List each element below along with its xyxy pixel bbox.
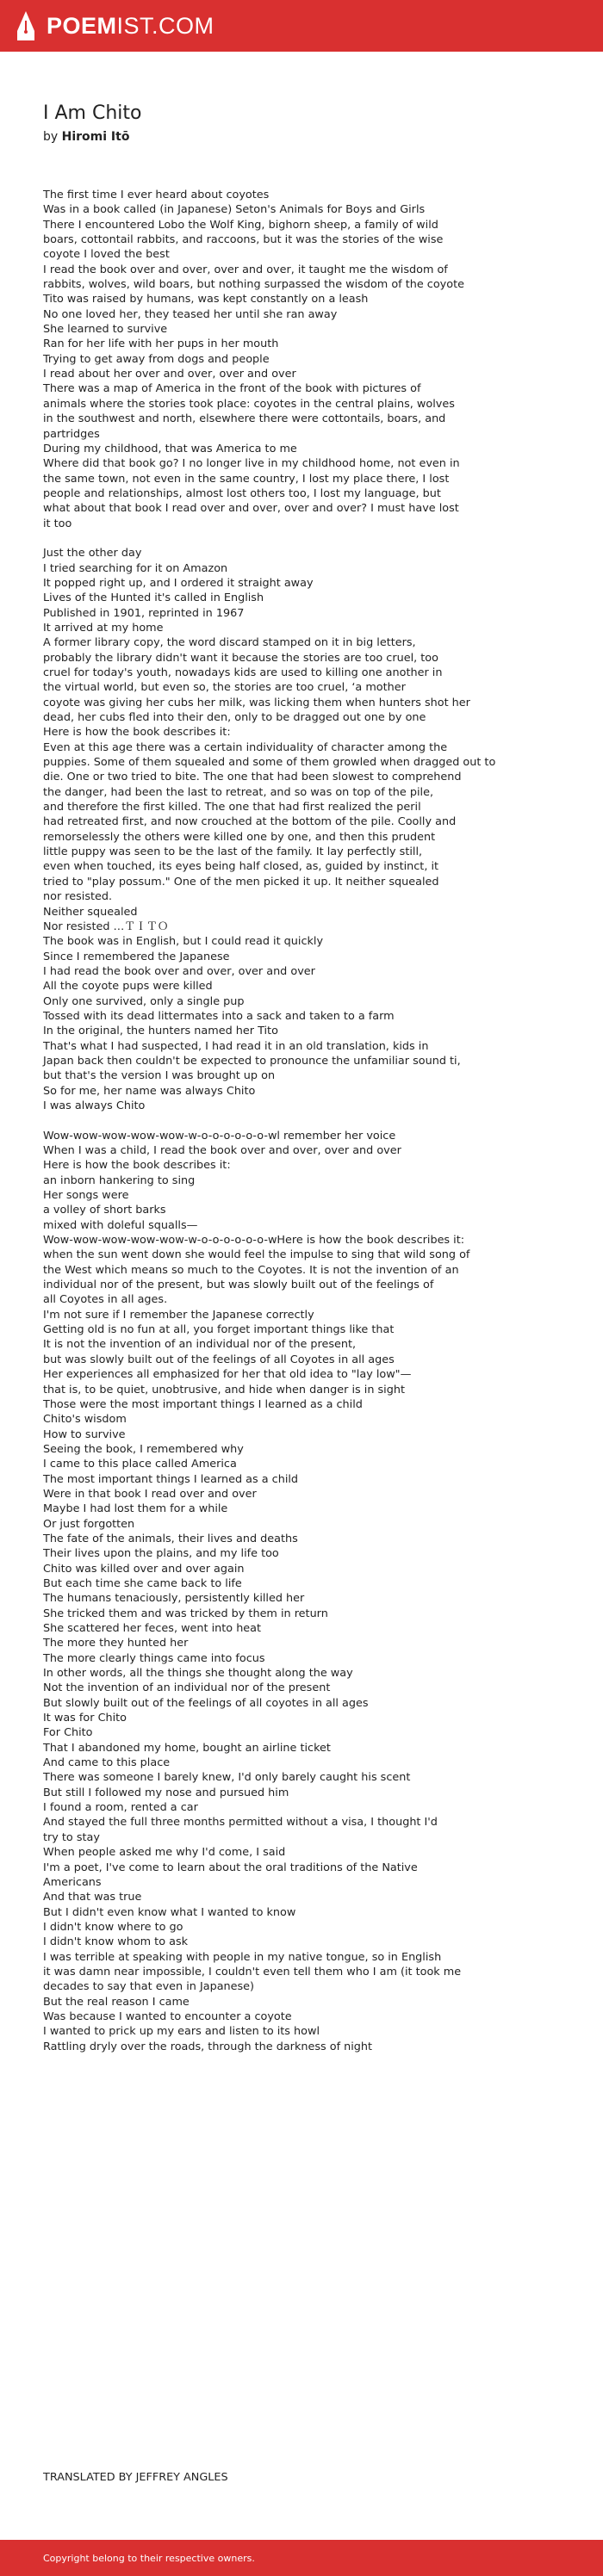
poem-line: She tricked them and was tricked by them in return [43, 1607, 328, 1620]
poem-line: The fate of the animals, their lives and deaths [43, 1532, 298, 1545]
poem-line: The more clearly things came into focus [43, 1651, 265, 1665]
poem-line: Chito was killed over and over again [43, 1562, 245, 1576]
poem-line: die. One or two tried to bite. The one that had been slowest to comprehend [43, 771, 462, 784]
poem-line: The humans tenaciously, persistently killed her [43, 1592, 305, 1606]
poem-line: little puppy was seen to be the last of the family. It lay perfectly still, [43, 845, 423, 859]
poem-line: puppies. Some of them squealed and some of them growled when dragged out to [43, 756, 496, 770]
poem-line: I was always Chito [43, 1099, 146, 1112]
poem-line: nor resisted. [43, 890, 113, 904]
poem-line: Lives of the Hunted it's called in English [43, 591, 264, 605]
poem-line: Not the invention of an individual nor of the present [43, 1681, 331, 1695]
poem-line: Wow-wow-wow-wow-wow-w-o-o-o-o-o-o-wHere is how the book describes it: [43, 1234, 465, 1248]
poem-line: And stayed the full three months permitted without a visa, I thought I'd [43, 1816, 438, 1830]
poem-line: It is not the invention of an individual nor of the present, [43, 1338, 357, 1352]
poem-line: And that was true [43, 1891, 142, 1904]
poem-line: and therefore the first killed. The one that had first realized the peril [43, 801, 421, 814]
poem-line: I didn't know where to go [43, 1920, 183, 1934]
poem-line: even when touched, its eyes being half closed, as, guided by instinct, it [43, 860, 439, 874]
poem-line: It popped right up, and I ordered it straight away [43, 576, 314, 590]
poem-line: That's what I had suspected, I had read it in an old translation, kids in [43, 1039, 429, 1053]
poem-line: I wanted to prick up my ears and listen to its howl [43, 2025, 320, 2039]
poem-line: tried to "play possum." One of the men picked it up. It neither squealed [43, 875, 439, 889]
poem-line: It arrived at my home [43, 621, 164, 635]
poem-line: That I abandoned my home, bought an airline ticket [43, 1741, 331, 1755]
poem-line: During my childhood, that was America to me [43, 442, 297, 455]
poem-line: Wow-wow-wow-wow-wow-w-o-o-o-o-o-o-wl remember her voice [43, 1129, 396, 1142]
poem-line: Nor resisted …ＴＩＴＯ [43, 920, 169, 933]
poem-line: probably the library didn't want it because the stories are too cruel, too [43, 651, 438, 665]
poem-line: I'm not sure if I remember the Japanese correctly [43, 1308, 314, 1322]
poem-line: an inborn hankering to sing [43, 1173, 196, 1187]
poem-line: Published in 1901, reprinted in 1967 [43, 606, 245, 620]
poem-line: the danger, had been the last to retreat, and so was on top of the pile, [43, 785, 434, 799]
poem-line: Was in a book called (in Japanese) Seton's Animals for Boys and Girls [43, 203, 426, 217]
poem-line: Tito was raised by humans, was kept constantly on a leash [43, 293, 369, 307]
poem-line: when the sun went down she would feel the impulse to sing that wild song of [43, 1248, 470, 1262]
poem-line: Trying to get away from dogs and people [43, 352, 270, 366]
poem-line: There was someone I barely knew, I'd only barely caught his scent [43, 1771, 411, 1785]
poem-line: Since I remembered the Japanese [43, 950, 230, 963]
poem-line: The more they hunted her [43, 1637, 189, 1650]
poem-line: I had read the book over and over, over and over [43, 964, 315, 978]
site-logo-link[interactable] [47, 13, 214, 40]
poem-line: When people asked me why I'd come, I said [43, 1846, 286, 1860]
poem-line: the virtual world, but even so, the stories are too cruel, ‘a mother [43, 681, 406, 695]
poem-line: people and relationships, almost lost others too, I lost my language, but [43, 486, 441, 500]
poem-line: boars, cottontail rabbits, and raccoons, but it was the stories of the wise [43, 233, 444, 247]
poem-line: The first time I ever heard about coyotes [43, 189, 270, 201]
poem-line: decades to say that even in Japanese) [43, 1980, 255, 1994]
logo-bold-text: POEM [47, 12, 117, 39]
poem-line: Those were the most important things I learned as a child [43, 1397, 363, 1411]
poem-line: Just the other day [43, 547, 142, 560]
poem-line: When I was a child, I read the book over and over, over and over [43, 1144, 401, 1157]
poem-line: She learned to survive [43, 323, 168, 337]
poem-line: Rattling dryly over the roads, through the darkness of night [43, 2040, 373, 2053]
stanza-break [43, 1113, 560, 1128]
poem-line: I was terrible at speaking with people in my native tongue, so in English [43, 1950, 442, 1964]
poem-line: individual nor of the present, but was slowly built out of the feelings of [43, 1279, 434, 1292]
site-header [0, 0, 603, 52]
poem-line: Seeing the book, I remembered why [43, 1442, 244, 1456]
poem-line: I'm a poet, I've come to learn about the oral traditions of the Native [43, 1861, 418, 1874]
poem-line: Ran for her life with her pups in her mouth [43, 337, 279, 351]
poem-line: dead, her cubs fled into their den, only to be dragged out one by one [43, 711, 426, 725]
poem-line: Americans [43, 1875, 102, 1889]
translator-credit: TRANSLATED BY JEFFREY ANGLES [43, 2471, 228, 2484]
poem-line: Her experiences all emphasized for her that old idea to "lay low"— [43, 1368, 412, 1382]
poem-line: Here is how the book describes it: [43, 726, 231, 740]
poem-line: cruel for today's youth, nowadays kids are used to killing one another in [43, 666, 443, 679]
poem-line: Were in that book I read over and over [43, 1487, 257, 1501]
poem-line: But still I followed my nose and pursued him [43, 1786, 289, 1799]
poem-line: coyote was giving her cubs her milk, was licking them when hunters shot her [43, 696, 470, 709]
poem-line: But each time she came back to life [43, 1576, 242, 1590]
poem-line: It was for Chito [43, 1712, 127, 1725]
poem-line: but that's the version I was brought up on [43, 1069, 276, 1083]
poem-line: I read the book over and over, over and over, it taught me the wisdom of [43, 263, 448, 276]
byline [43, 129, 560, 145]
poem-line: The book was in English, but I could read it quickly [43, 935, 324, 949]
poem-line: I found a room, rented a car [43, 1801, 198, 1815]
poem-line: A former library copy, the word discard stamped on it in big letters, [43, 636, 416, 650]
poem-line: Tossed with its dead littermates into a sack and taken to a farm [43, 1009, 395, 1023]
poem-line: what about that book I read over and over, over and over? I must have lost [43, 502, 459, 516]
poem-line: So for me, her name was always Chito [43, 1084, 256, 1098]
poem-line: I tried searching for it on Amazon [43, 561, 228, 575]
poem-line: And came to this place [43, 1756, 171, 1770]
poem-line: In the original, the hunters named her Tito [43, 1025, 278, 1038]
poem-line: She scattered her feces, went into heat [43, 1622, 262, 1635]
poem-line: try to stay [43, 1830, 100, 1844]
poem-line: Maybe I had lost them for a while [43, 1502, 228, 1516]
poem-line: Only one survived, only a single pup [43, 994, 245, 1008]
poem-line: But slowly built out of the feelings of all coyotes in all ages [43, 1696, 369, 1710]
poem-line: Even at this age there was a certain individuality of character among the [43, 740, 448, 754]
poem-line: There I encountered Lobo the Wolf King, bighorn sheep, a family of wild [43, 218, 438, 232]
poem-line: The most important things I learned as a child [43, 1472, 299, 1486]
poem-line: but was slowly built out of the feelings of all Coyotes in all ages [43, 1353, 395, 1366]
poem-line: There was a map of America in the front of the book with pictures of [43, 382, 421, 396]
poem-line: all Coyotes in all ages. [43, 1293, 168, 1307]
poem-line: the same town, not even in the same country, I lost my place there, I lost [43, 472, 450, 486]
poem-line: a volley of short barks [43, 1204, 166, 1217]
poem-line: the West which means so much to the Coyotes. It is not the invention of an [43, 1263, 459, 1277]
poem-line: Their lives upon the plains, and my life too [43, 1547, 279, 1561]
poem-body [43, 188, 560, 2054]
poem-line: I didn't know whom to ask [43, 1935, 189, 1949]
poem-line: All the coyote pups were killed [43, 980, 213, 994]
poem-line: For Chito [43, 1726, 93, 1740]
poem-line: coyote I loved the best [43, 248, 170, 262]
poem-line: Japan back then couldn't be expected to pronounce the unfamiliar sound ti, [43, 1054, 461, 1068]
poem-line: I came to this place called America [43, 1458, 237, 1471]
site-footer [0, 2540, 603, 2576]
poem-line: it too [43, 517, 72, 530]
poem-line: Was because I wanted to encounter a coyote [43, 2009, 292, 2023]
poem-line: Or just forgotten [43, 1517, 135, 1531]
poem-line: Where did that book go? I no longer live in my childhood home, not even in [43, 457, 460, 471]
poem-line: had retreated first, and now crouched at the bottom of the pile. Coolly and [43, 815, 457, 829]
poem-line: I read about her over and over, over and over [43, 368, 296, 381]
poem-line: In other words, all the things she thought along the way [43, 1667, 353, 1681]
poem-line: partridges [43, 427, 100, 441]
copyright-text: Copyright belong to their respective owners. [43, 2552, 255, 2564]
poem-line: it was damn near impossible, I couldn't even tell them who I am (it took me [43, 1965, 462, 1978]
poem-line: But the real reason I came [43, 1995, 190, 2009]
poem-line: remorselessly the others were killed one by one, and then this prudent [43, 830, 436, 844]
poem-heading [43, 102, 560, 145]
stanza-break [43, 531, 560, 546]
logo-rest-text: IST.COM [116, 12, 214, 39]
poem-line: No one loved her, they teased her until she ran away [43, 307, 338, 321]
poem-line: But I didn't even know what I wanted to know [43, 1905, 296, 1919]
poem-line: Getting old is no fun at all, you forget important things like that [43, 1323, 395, 1337]
poem-line: in the southwest and north, elsewhere there were cottontails, boars, and [43, 412, 446, 426]
poem-line: Her songs were [43, 1189, 129, 1203]
poem-line: Here is how the book describes it: [43, 1159, 231, 1173]
by-label: by [43, 130, 59, 144]
author-link[interactable]: Hiromi Itō [61, 130, 130, 144]
poem-line: that is, to be quiet, unobtrusive, and hide when danger is in sight [43, 1383, 405, 1396]
poem-line: animals where the stories took place: coyotes in the central plains, wolves [43, 397, 455, 411]
poem-line: Neither squealed [43, 905, 138, 919]
poem-line: mixed with doleful squalls— [43, 1218, 198, 1232]
poem-title: I Am Chito [43, 102, 142, 124]
poem-line: Chito's wisdom [43, 1413, 127, 1427]
poem-line: How to survive [43, 1427, 126, 1441]
pen-nib-icon[interactable] [16, 10, 36, 41]
poem-line: rabbits, wolves, wild boars, but nothing surpassed the wisdom of the coyote [43, 278, 464, 292]
